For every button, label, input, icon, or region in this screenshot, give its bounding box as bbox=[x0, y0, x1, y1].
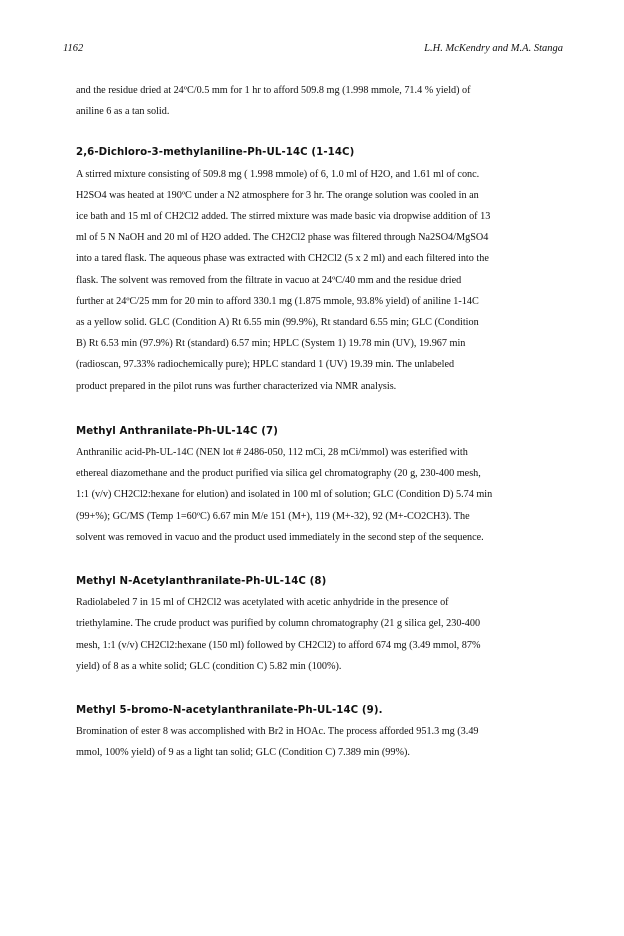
intro-line: and the residue dried at 24ºC/0.5 mm for 1 hr to afford 509.8 mg (1.998 mmole, 71.4 % yield) of bbox=[76, 85, 471, 96]
running-header bbox=[63, 43, 563, 59]
body-line: (99+%); GC/MS (Temp 1=60ºC) 6.67 min M/e 151 (M+), 119 (M+-32), 92 (M+-CO2CH3). The bbox=[76, 510, 470, 522]
body-line: yield) of 8 as a white solid; GLC (condition C) 5.82 min (100%). bbox=[76, 660, 342, 672]
body-line: further at 24ºC/25 mm for 20 min to afford 330.1 mg (1.875 mmole, 93.8% yield) of aniline 1-14C bbox=[76, 295, 479, 307]
body-line: A stirred mixture consisting of 509.8 mg ( 1.998 mmole) of 6, 1.0 ml of H2O, and 1.61 ml of conc. bbox=[76, 168, 480, 180]
body-line: triethylamine. The crude product was purified by column chromatography (21 g silica gel, 230-400 bbox=[76, 618, 481, 630]
body-line: as a yellow solid. GLC (Condition A) Rt 6.55 min (99.9%), Rt standard 6.55 min; GLC (Condition bbox=[76, 317, 479, 329]
body-line: product prepared in the pilot runs was further characterized via NMR analysis. bbox=[76, 380, 397, 392]
page-number: 1162 bbox=[63, 43, 84, 54]
body-line: ice bath and 15 ml of CH2Cl2 added. The stirred mixture was made basic via dropwise addition of 13 bbox=[76, 211, 491, 223]
section-heading: Methyl N-Acetylanthranilate-Ph-UL-14C (8) bbox=[76, 576, 327, 588]
body-line: ethereal diazomethane and the product purified via silica gel chromatography (20 g, 230-400 mesh, bbox=[76, 468, 481, 480]
body-line: B) Rt 6.53 min (97.9%) Rt (standard) 6.57 min; HPLC (System 1) 19.78 min (UV), 19.967 min bbox=[76, 338, 466, 350]
section-heading: 2,6-Dichloro-3-methylaniline-Ph-UL-14C (1-14C) bbox=[76, 147, 355, 159]
body-line: Bromination of ester 8 was accomplished with Br2 in HOAc. The process afforded 951.3 mg (3.49 bbox=[76, 726, 479, 738]
body-line: Anthranilic acid-Ph-UL-14C (NEN lot # 2486-050, 112 mCi, 28 mCi/mmol) was esterified with bbox=[76, 447, 468, 459]
running-authors: L.H. McKendry and M.A. Stanga bbox=[424, 43, 563, 54]
body-line: H2SO4 was heated at 190ºC under a N2 atmosphere for 3 hr. The orange solution was cooled in an bbox=[76, 189, 479, 201]
body-line: (radioscan, 97.33% radiochemically pure); HPLC standard 1 (UV) 19.39 min. The unlabeled bbox=[76, 359, 455, 371]
intro-line: aniline 6 as a tan solid. bbox=[76, 106, 170, 118]
section-heading: Methyl Anthranilate-Ph-UL-14C (7) bbox=[76, 425, 278, 437]
body-line: 1:1 (v/v) CH2Cl2:hexane for elution) and isolated in 100 ml of solution; GLC (Condition D) 5.74 min bbox=[76, 489, 493, 501]
body-line: mesh, 1:1 (v/v) CH2Cl2:hexane (150 ml) followed by CH2Cl2) to afford 674 mg (3.49 mmol, 87% bbox=[76, 639, 481, 651]
body-line: ml of 5 N NaOH and 20 ml of H2O added. The CH2Cl2 phase was filtered through Na2SO4/MgSO4 bbox=[76, 232, 489, 244]
page-body bbox=[76, 80, 576, 764]
section-heading: Methyl 5-bromo-N-acetylanthranilate-Ph-UL-14C (9). bbox=[76, 705, 383, 717]
body-line: solvent was removed in vacuo and the product used immediately in the second step of the sequence. bbox=[76, 531, 484, 543]
body-line: mmol, 100% yield) of 9 as a light tan solid; GLC (Condition C) 7.389 min (99%). bbox=[76, 747, 410, 759]
body-line: into a tared flask. The aqueous phase was extracted with CH2Cl2 (5 x 2 ml) and each filtered into the bbox=[76, 253, 489, 265]
body-line: flask. The solvent was removed from the filtrate in vacuo at 24ºC/40 mm and the residue dried bbox=[76, 274, 462, 286]
body-line: Radiolabeled 7 in 15 ml of CH2Cl2 was acetylated with acetic anhydride in the presence of bbox=[76, 597, 449, 609]
